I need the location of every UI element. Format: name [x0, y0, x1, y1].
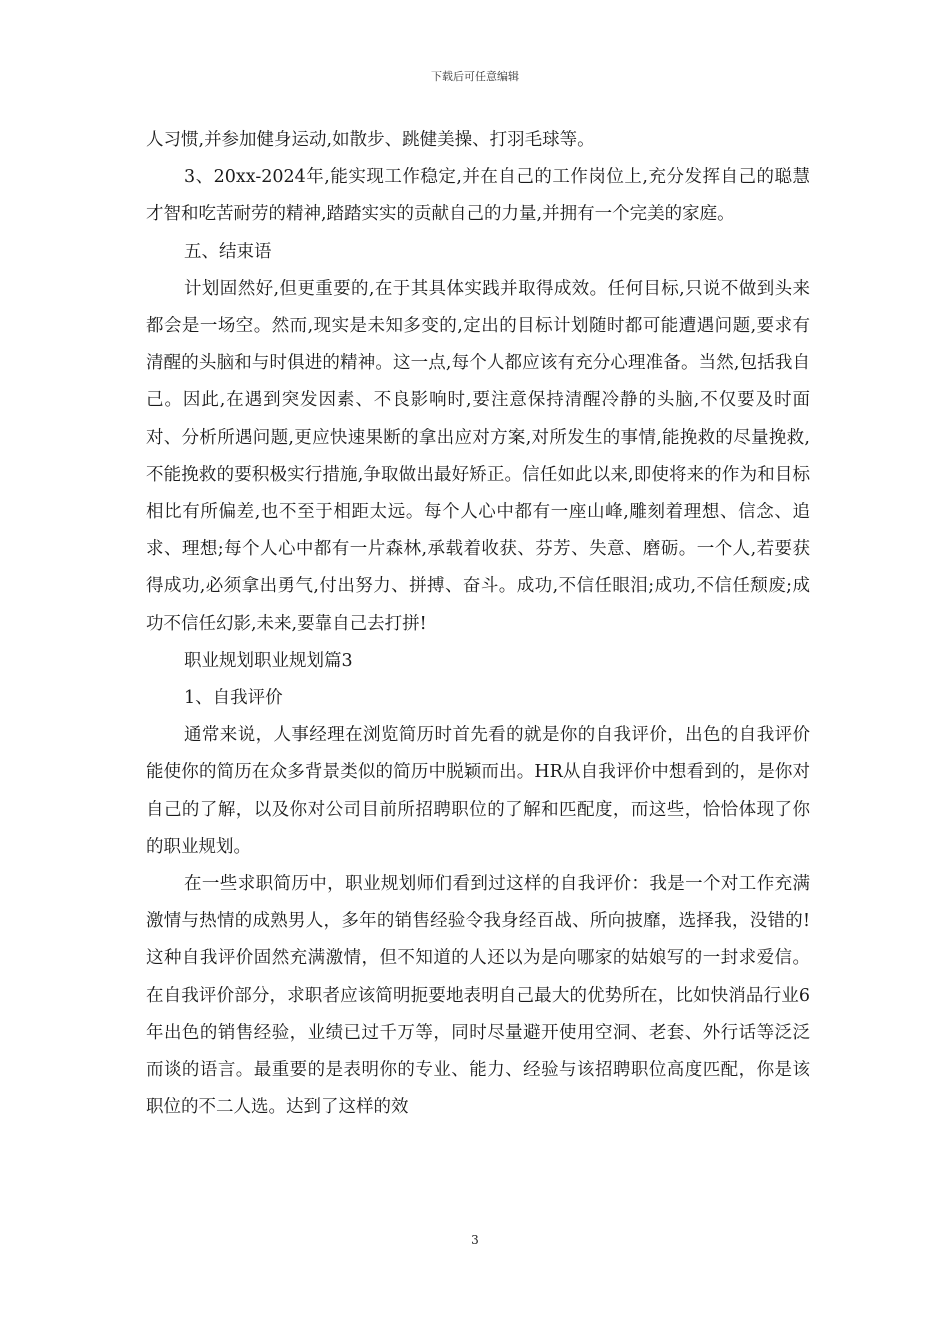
section-heading: 1、自我评价: [184, 688, 283, 709]
section-heading: 职业规划职业规划篇3: [184, 650, 353, 671]
document-body: [146, 122, 810, 1126]
section-heading: 五、结束语: [184, 241, 272, 262]
paragraph: 在一些求职简历中，职业规划师们看到过这样的自我评价：我是一个对工作充满激情与热情的成熟男人，多年的销售经验令我身经百战、所向披靡，选择我，没错的!这种自我评价固然充满激情，但不知道的人还以为是向哪家的姑娘写的一封求爱信。在自我评价部分，求职者应该简明扼要地表明自己最大的优势所在，比如快消品行业6年出色的销售经验，业绩已过千万等，同时尽量避开使用空洞、老套、外行话等泛泛而谈的语言。最重要的是表明你的专业、能力、经验与该招聘职位高度匹配，你是该职位的不二人选。达到了这样的效: [146, 874, 810, 1118]
paragraph: 人习惯,并参加健身运动,如散步、跳健美操、打羽毛球等。: [146, 130, 595, 150]
page-header: 下载后可任意编辑: [431, 70, 519, 83]
paragraph: 计划固然好,但更重要的,在于其具体实践并取得成效。任何目标,只说不做到头来都会是一场空。然而,现实是未知多变的,定出的目标计划随时都可能遭遇问题,要求有清醒的头脑和与时俱进的精神。这一点,每个人都应该有充分心理准备。当然,包括我自己。因此,在遇到突发因素、不良影响时,要注意保持清醒冷静的头脑,不仅要及时面对、分析所遇问题,更应快速果断的拿出应对方案,对所发生的事情,能挽救的尽量挽救,不能挽救的要积极实行措施,争取做出最好矫正。信任如此以来,即使将来的作为和目标相比有所偏差,也不至于相距太远。每个人心中都有一座山峰,雕刻着理想、信念、追求、理想;每个人心中都有一片森林,承载着收获、芬芳、失意、磨砺。一个人,若要获得成功,必须拿出勇气,付出努力、拼搏、奋斗。成功,不信任眼泪;成功,不信任颓废;成功不信任幻影,未来,要靠自己去打拼!: [146, 278, 810, 634]
paragraph: 3、20xx-2024年,能实现工作稳定,并在自己的工作岗位上,充分发挥自己的聪慧才智和吃苦耐劳的精神,踏踏实实的贡献自己的力量,并拥有一个完美的家庭。: [146, 167, 810, 225]
paragraph: 通常来说，人事经理在浏览简历时首先看的就是你的自我评价，出色的自我评价能使你的简历在众多背景类似的简历中脱颖而出。HR从自我评价中想看到的，是你对自己的了解，以及你对公司目前所招聘职位的了解和匹配度，而这些，恰恰体现了你的职业规划。: [146, 725, 810, 857]
page-number: 3: [471, 1233, 479, 1247]
